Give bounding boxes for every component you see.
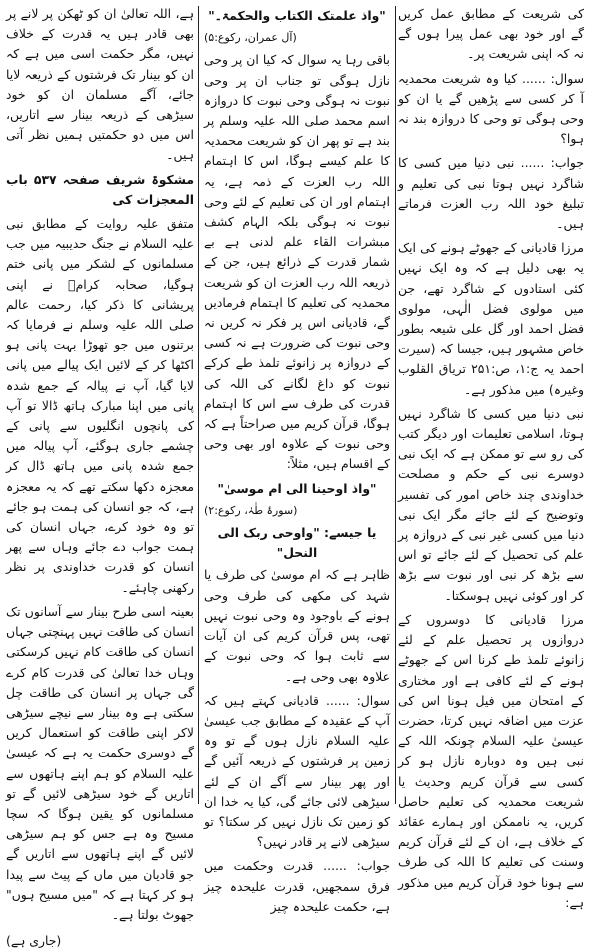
paragraph: بعینہ اسی طرح بینار سے آسانوں تک انسان کی طاقت نہیں پہنچتی جہاں انسان کی طاقت کام نہیں کرسکتی وہاں خدا تعالیٰ کی قدرت کام کرے گی جہاں پر انسان کی طاقت چل سکتی ہے وہ بینار سے نیچے سیڑھی لاکر اپنی طاقت کو استعمال کریں گے دوسری حکمت یہ ہے کہ عیسیٰ علیہ السلام کو ہم اپنے ہاتھوں سے اتاریں گے خود سیڑھی لائیں گے تو مسلمانوں کو یقین ہوگا کہ سچا مسیح وہ ہے جس کو ہم سیڑھی لائیں گے اپنے ہاتھوں سے اتاریں گے جو قادیان میں ماں کے پیٹ سے پیدا ہو کر کہتا ہے کہ "میں مسیح ہوں" جھوٹ بولتا ہے۔ <box>6 603 194 922</box>
paragraph: ظاہر ہے کہ ام موسیٰ کی طرف یا شہد کی مکھی کی طرف وحی ہونے کے باوجود وہ وحی نبوت نہیں تھی، پس قرآن کریم کی ان آیات سے ثابت ہوا کہ وحی نبوت کے علاوہ بھی وحی ہے۔ <box>204 567 390 684</box>
paragraph: مرزا قادیانی کا دوسروں کے دروازوں پر تحصیل علم کے لئے زانوئے تلمذ طے کرنا اس کے جھوٹے ہونے کے لئے کافی ہے اور مختاری کے امتحان میں فیل ہونا اس کی عزت میں اضافہ نہیں کرتا، حضرت عیسیٰ علیہ السلام چونکہ اللہ کے نبی ہیں وہ دوبارہ نازل ہو کر کسی سے قرآن کریم وحدیث یا شریعت محمدیہ کی تعلیم حاصل کریں، یہ ناممکن اور ہمارے عقائد کے خلاف ہے، ان کے لئے قرآن کریم وسنت کی تعلیم کا اللہ کی طرف سے ہونا خود قرآن کریم میں مذکور ہے: <box>398 611 584 910</box>
section-heading: مشکوۃ شریف صفحہ ۵۳۷ باب المعجزات کی <box>6 171 194 207</box>
question-paragraph: سوال: ...... قادیانی کہتے ہیں کہ آپ کے عقیدہ کے مطابق جب عیسیٰ علیہ السلام نازل ہوں گے تو وہ زمین پر فرشتوں کے ذریعہ آئیں گے اور پھر بینار سے آگے ان کے لئے سیڑھی لائی جائے گی، کیا یہ خدا ان کو زمین تک نازل نہیں کر سکتا؟ تو سیڑھی لانے پر قادر نہیں؟ <box>204 692 390 850</box>
quran-quote: "واذ اوحینا الی ام موسیٰ" <box>217 480 377 496</box>
paragraph: ہے، اللہ تعالیٰ ان کو ٹھکن پر لانے پر بھی قادر ہیں یہ قدرت کے خلاف نہیں، مگر حکمت اسی میں ہے کہ ان کو بینار تک فرشتوں کے ذریعہ لایا جائے، آگے مسلمان ان کو خود سیڑھی کے ذریعہ بینار سے اتاریں، اس میں دو حکمتیں ہمیں نظر آتی ہیں۔ <box>6 6 194 163</box>
question-paragraph: سوال: ...... کیا وہ شریعت محمدیہ آ کر کسی سے پڑھیں گے یا ان کو وحی ہوگی تو وحی کا دروازہ بند نہ ہوا؟ <box>398 70 584 147</box>
paragraph: نبی دنیا میں کسی کا شاگرد نہیں ہوتا، اسلامی تعلیمات اور دیگر کتب کی رو سے تو ممکن ہے کہ ایک نبی دوسرے نبی کے حکم و مصلحت خداوندی چند خاص امور کی تفسیر وتوضیح کے لئے جائے مگر ایک نبی دنیا میں کسی غیر نبی کے دروازہ پر علم کی تحصیل کے لئے جائے تو اس سے بڑھ کر نبی اور نبوت سے بڑھ کر اور کوئی نہیں ہوسکتا۔ <box>398 405 584 603</box>
quote-citation: (آل عمران، رکوع:۵) <box>204 31 297 45</box>
paragraph: کی شریعت کے مطابق عمل کریں گے اور خود بھی عمل پیرا ہوں گے نہ کہ اپنی شریعت پر۔ <box>398 6 584 62</box>
quote-citation: (سورۂ طٰہٰ، رکوع:۲) <box>204 503 298 517</box>
right-column <box>398 4 584 910</box>
middle-column <box>204 4 390 914</box>
quran-quote: یا جیسے: "واوحی ربک الی النحل" <box>217 525 377 561</box>
quran-quote: "واذ علمتک الکتاب والحکمۃ۔" <box>208 8 386 23</box>
left-column <box>6 4 194 949</box>
continued-note: (جاری ہے) <box>6 933 62 949</box>
column-divider <box>395 6 396 804</box>
answer-paragraph: جواب: ...... نبی دنیا میں کسی کا شاگرد نہیں ہوتا نبی کی تعلیم و تبلیغ خود اللہ رب العزت فرماتے ہیں۔ <box>398 155 584 232</box>
answer-paragraph: جواب: ...... قدرت وحکمت میں فرق سمجھیں، قدرت علیحدہ چیز ہے، حکمت علیحدہ چیز <box>204 858 390 914</box>
paragraph: متفق علیہ روایت کے مطابق نبی علیہ السلام نے جنگ حدیبیہ میں جب مسلمانوں کے لشکر میں پانی ختم ہوگیا، صحابہ کرامؓ نے اپنی پریشانی کا ذکر کیا، رحمت عالم صلی اللہ علیہ وسلم نے فرمایا کہ برتنوں میں جو تھوڑا بہت پانی ہو اکٹھا کر کے لائیں ایک پیالے میں پانی لایا گیا، آپ نے پیالہ کے جمع شدہ پانی میں اپنا مبارک ہاتھ ڈالا تو آپ کی پانچوں انگلیوں سے پانی کے چشمے جاری ہوگئے، آپ پیالہ میں جمع شدہ پانی میں ہاتھ ڈال کر معجزہ دکھا سکتے تھے کہ یہ معجزہ ہے، کہ جو انسان کی ہمت ہو جائے تو وہ خود کرے، جہاں انسان کی ہمت جواب دے جائے وہاں سے پھر انسان کو قدرت خداوندی پر نظر رکھنی چاہئے۔ <box>6 216 194 595</box>
paragraph: باقی رہا یہ سوال کہ کیا ان پر وحی نازل ہوگی تو جناب ان پر وحی نبوت نہ ہوگی وحی نبوت کا دروازہ اسم محمد صلی اللہ علیہ وسلم پر بند ہے تو پھر ان کو شریعت محمدیہ کا علم کیسے ہوگا، اس کا اہتمام اللہ رب العزت کے ذمہ ہے، یہ اہتمام اور ان کی تعلیم کے لئے وحی نبوت نہ ہوگی بلکہ الہام کشف مبشرات القاء علم لدنی ہے بے شمار قدرت کے ذرائع ہیں، جن کے ذریعہ اللہ رب العزت ان کو شریعت محمدیہ کی تعلیم کا اہتمام فرمادیں گے، قادیانی اس پر فکر نہ کریں نہ وحی نبوت کی ضرورت ہے نہ کسی کے دروازہ پر زانوئے تلمذ طے کرکے نبوت کو داغ لگانے کی اللہ کی قدرت کی طرف سے اس کا اہتمام ہوگا، قرآن کریم میں صراحتاً ہے کہ وحی نبوت کے علاوہ اور بھی وحی کے اقسام ہیں، مثلاً: <box>204 52 390 472</box>
column-divider <box>198 6 199 804</box>
paragraph: مرزا قادیانی کے جھوٹے ہونے کی ایک یہ بھی دلیل ہے کہ وہ ایک نہیں کئی استادوں کے شاگرد تھے، جن میں مولوی فضل الٰہی، مولوی فضل احمد اور گل علی شیعہ بطور خاص مشہور ہیں، جیسا کہ (سیرت احمد یہ ج:۱، ص:۲۵۱ تریاق القلوب وغیرہ) میں مذکور ہے۔ <box>398 240 584 397</box>
